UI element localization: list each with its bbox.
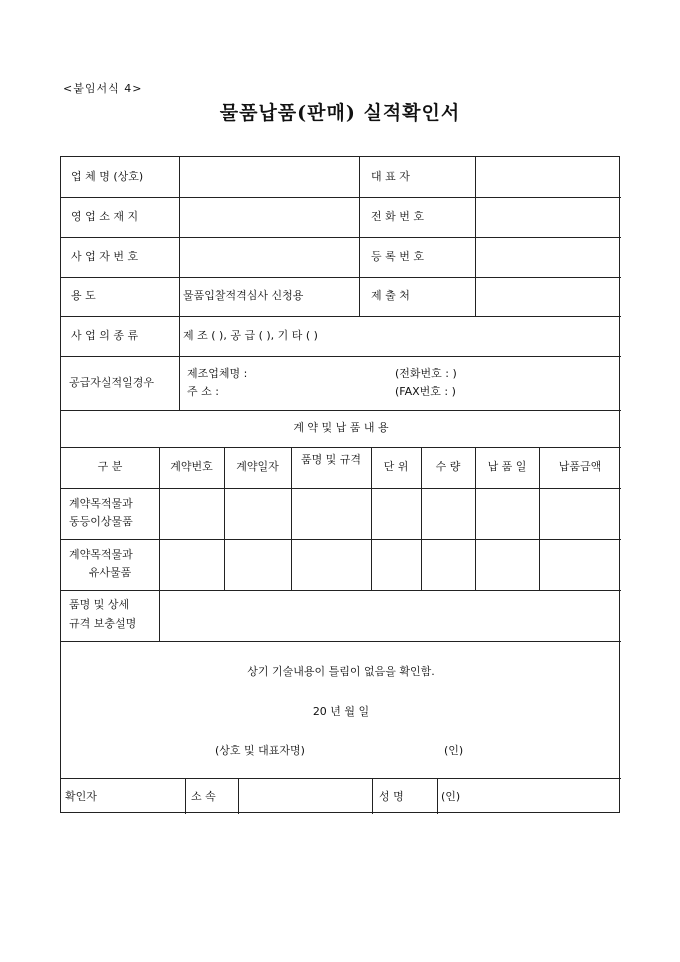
column-header: 계약일자	[236, 460, 279, 473]
maker-name-label: 제조업체명 :	[187, 367, 248, 380]
purpose-label: 용 도	[71, 289, 96, 302]
row-label-line2: 동등이상물품	[69, 515, 133, 528]
location-label: 영 업 소 재 지	[71, 210, 139, 223]
description-field[interactable]	[160, 591, 620, 641]
biz-type-label: 사 업 의 종 류	[71, 329, 139, 342]
column-header: 계약번호	[170, 460, 213, 473]
confirmation-signer: (상호 및 대표자명)	[215, 744, 305, 757]
table-row[interactable]	[160, 489, 620, 539]
page-title: 물품납품(판매) 실적확인서	[219, 102, 461, 124]
affiliation-label: 소 속	[191, 790, 216, 803]
row-label-line1: 품명 및 상세	[69, 598, 130, 611]
column-header: 수 량	[435, 460, 461, 473]
biz-number-label: 사 업 자 번 호	[71, 250, 139, 263]
contract-section-heading: 계 약 및 납 품 내 용	[293, 421, 389, 434]
company-name-label: 업 체 명 (상호)	[71, 170, 144, 183]
representative-field[interactable]	[476, 157, 620, 197]
phone-label: 전 화 번 호	[371, 210, 424, 223]
column-header: 단 위	[383, 460, 409, 473]
row-label-line2: 규격 보충설명	[69, 617, 137, 630]
biz-number-field[interactable]	[180, 238, 359, 277]
phone-field[interactable]	[476, 198, 620, 237]
biz-type-value: 제 조 ( ), 공 급 ( ), 기 타 ( )	[183, 329, 318, 342]
supplier-case-label: 공급자실적일경우	[69, 376, 155, 389]
row-label-line1: 계약목적물과	[69, 497, 133, 510]
submit-to-label: 제 출 처	[371, 289, 410, 302]
column-header: 납품금액	[558, 460, 602, 473]
confirmation-date: 20 년 월 일	[312, 705, 370, 718]
affiliation-field[interactable]	[239, 779, 372, 813]
submit-to-field[interactable]	[476, 278, 620, 316]
confirmer-seal: (인)	[441, 790, 461, 803]
representative-label: 대 표 자	[371, 170, 410, 183]
table-row[interactable]	[160, 540, 620, 590]
form-table	[60, 156, 620, 813]
column-header: 구 분	[97, 460, 123, 473]
location-field[interactable]	[180, 198, 359, 237]
maker-phone-label: (전화번호 : )	[395, 367, 457, 380]
maker-address-label: 주 소 :	[187, 385, 219, 398]
column-header: 납 품 일	[487, 460, 527, 473]
confirmation-statement: 상기 기술내용이 틀림이 없음을 확인함.	[247, 665, 435, 678]
column-header: 품명 및 규격	[300, 453, 362, 466]
confirmation-seal: (인)	[444, 744, 464, 757]
purpose-value: 물품입찰적격심사 신청용	[183, 289, 304, 302]
registration-label: 등 록 번 호	[371, 250, 424, 263]
attachment-label: <붙임서식 4>	[63, 82, 143, 95]
confirmer-name-label: 성 명	[379, 790, 404, 803]
confirmer-label: 확인자	[65, 790, 97, 803]
company-name-field[interactable]	[180, 157, 359, 197]
row-label-line1: 계약목적물과	[69, 548, 133, 561]
row-label-line2: 유사물품	[88, 566, 132, 579]
maker-fax-label: (FAX번호 : )	[395, 385, 456, 398]
registration-field[interactable]	[476, 238, 620, 277]
